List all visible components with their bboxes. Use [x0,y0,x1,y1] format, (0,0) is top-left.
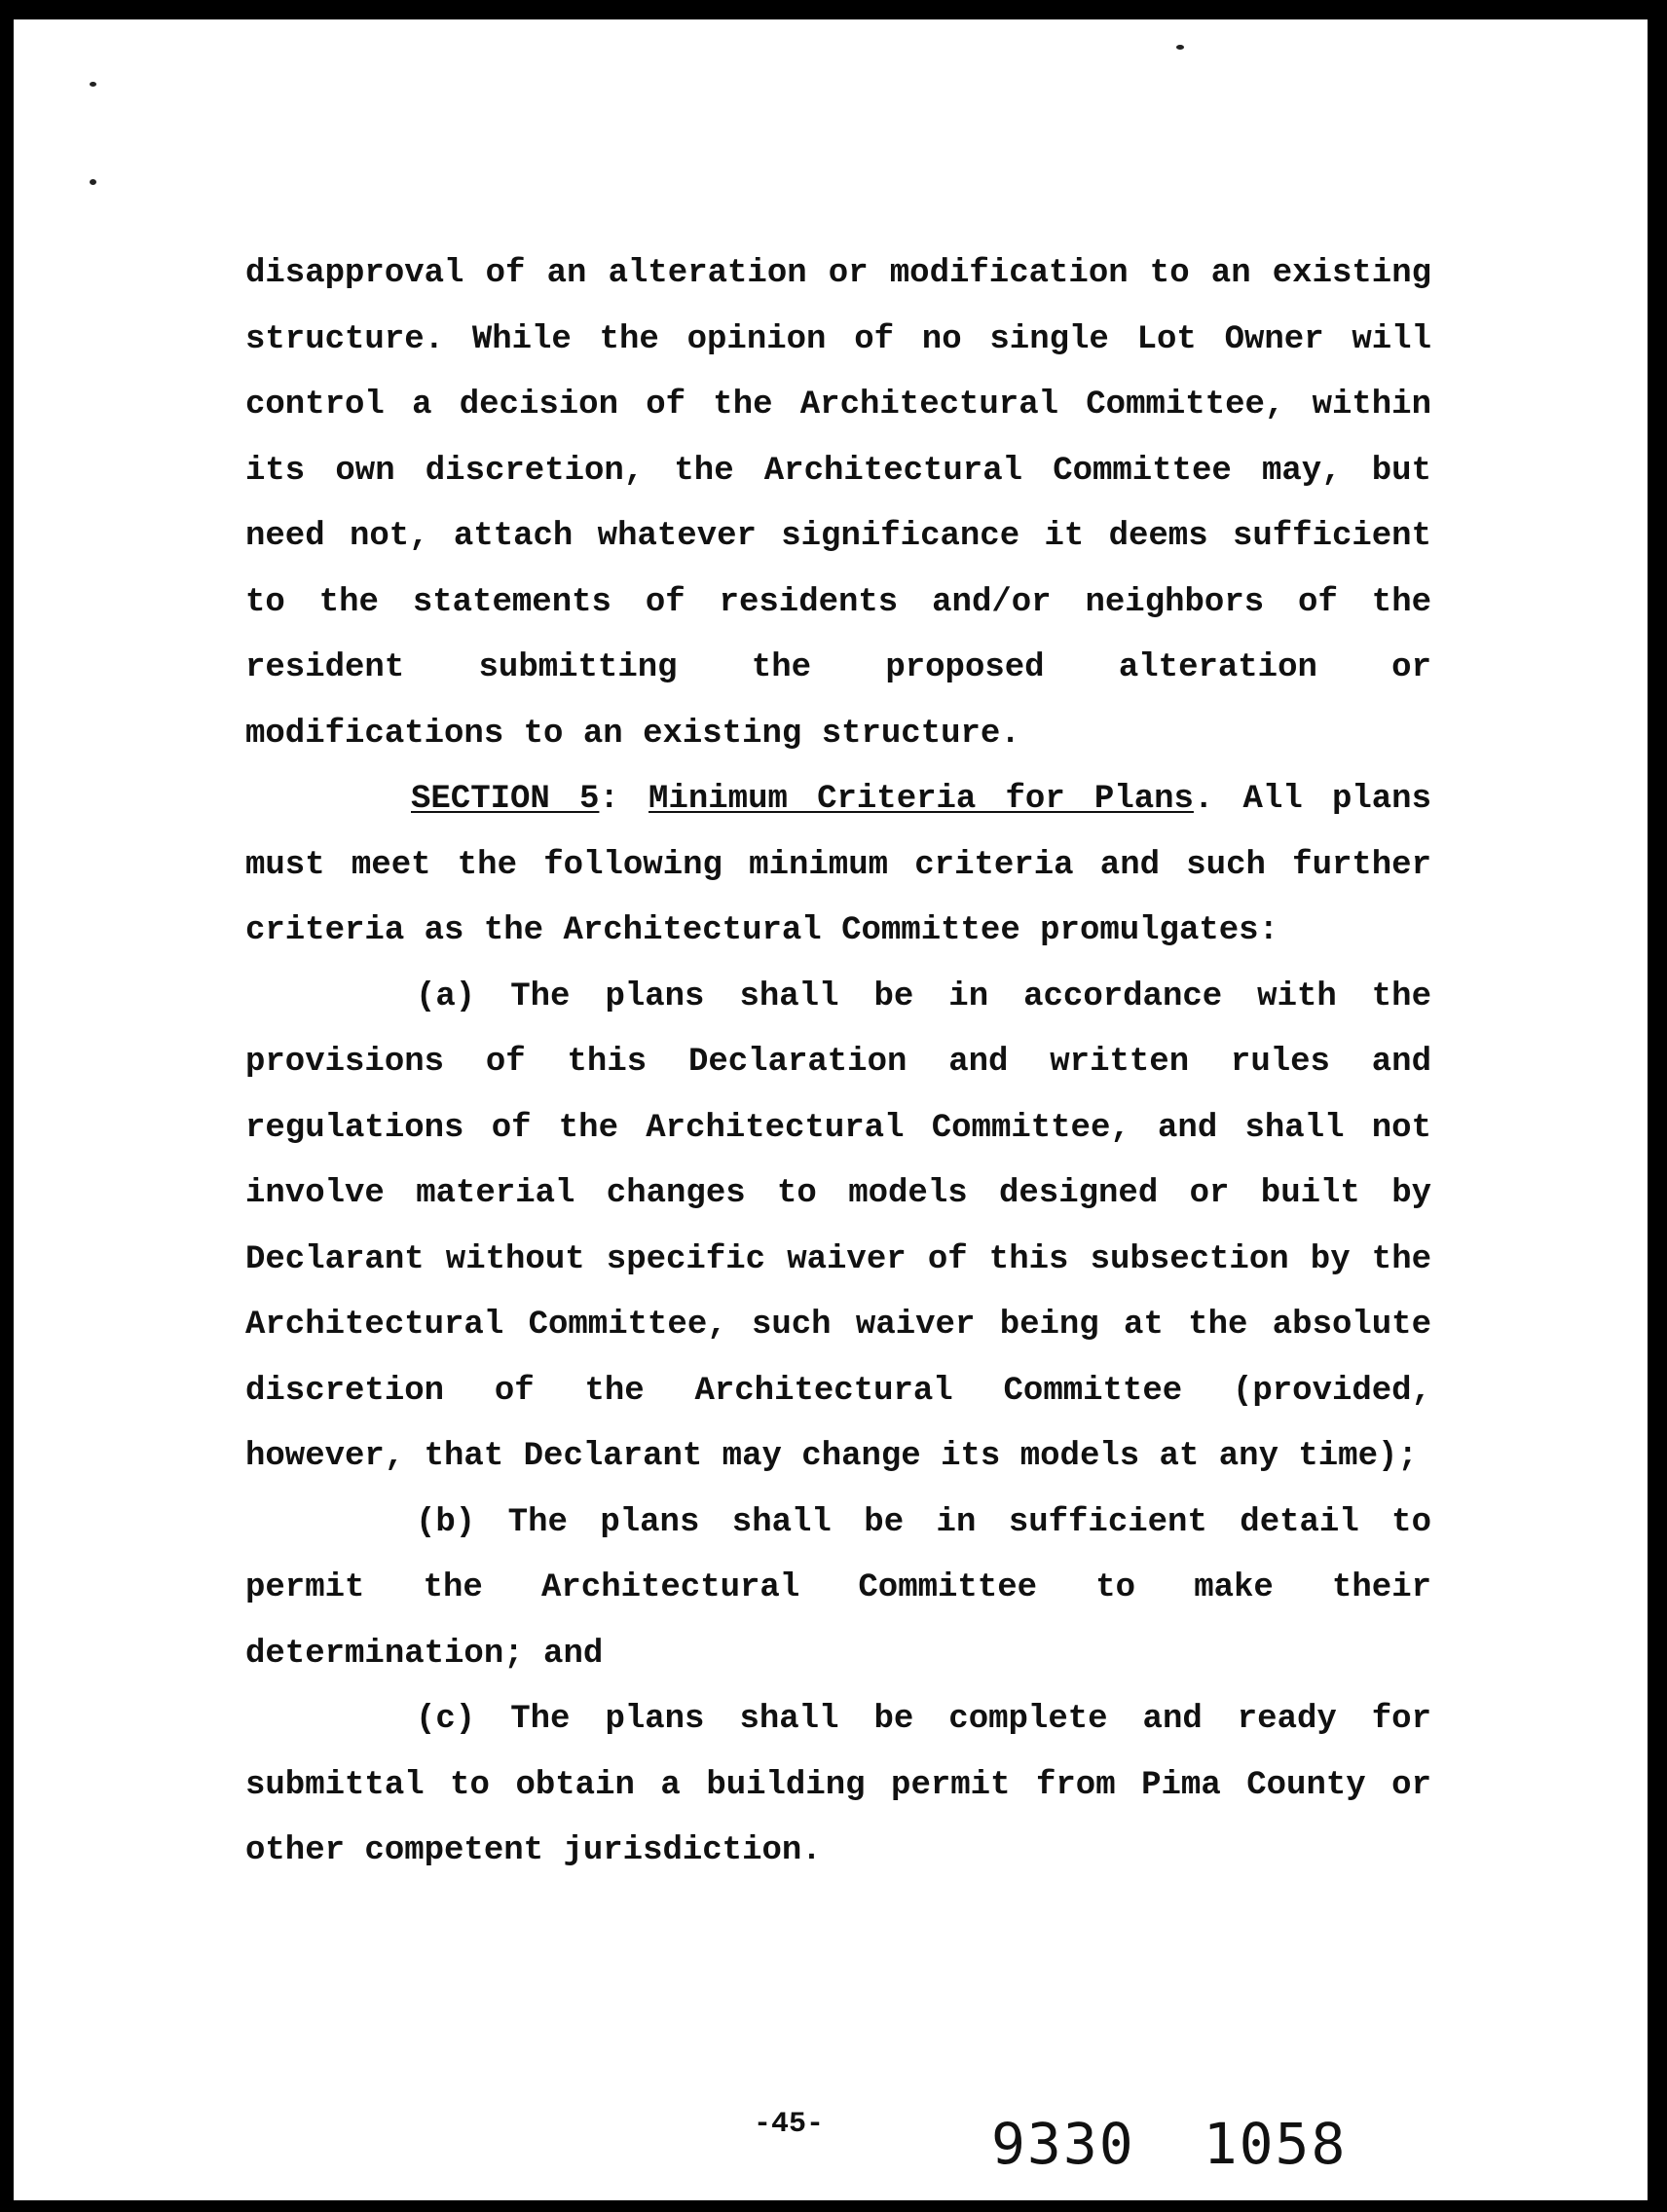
section-label: SECTION 5 [411,781,600,818]
paragraph-1: disapproval of an alteration or modification to an existing structure. While the opinion of no single Lot Owner will control a decision of the Architectural Committee, within its own discretion, the Architectural Committee may, but need not, attach whatever significance it deems sufficient to the statements of residents and/or neighbors of the resident submitting the proposed alteration or modifications to an existing structure. [245,255,1431,753]
item-a: (a) The plans shall be in accordance with the provisions of this Declaration and written rules and regulations of the Architectural Committee, and shall not involve material changes to models designed or built by Declarant without specific waiver of this subsection by the Architectural Committee, such waiver being at the absolute discretion of the Architectural Committee (provided, however, that Declarant may change its models at any time); [245,977,1431,1475]
section-5-paragraph [245,767,1431,965]
item-b: (b) The plans shall be in sufficient detail to permit the Architectural Committee to make their determination; and [245,1503,1431,1673]
section-colon: : [599,781,649,818]
scan-speck [1176,45,1184,50]
document-page [14,19,1648,2200]
docket-page: 1058 [1203,2111,1348,2177]
item-c: (c) The plans shall be complete and ready for submittal to obtain a building permit from Pima County or other competent jurisdiction. [245,1701,1431,1869]
section-title: Minimum Criteria for Plans [648,781,1194,818]
scan-speck [90,179,96,185]
docket-number [991,2111,1415,2177]
page-number: -45- [754,2108,825,2141]
docket-book: 9330 [991,2111,1135,2177]
scan-speck [90,82,96,87]
section-text: . All plans must meet the following minimum criteria and such further criteria as the Architectural Committee promulgates: [245,781,1431,949]
document-body [245,241,1431,1885]
